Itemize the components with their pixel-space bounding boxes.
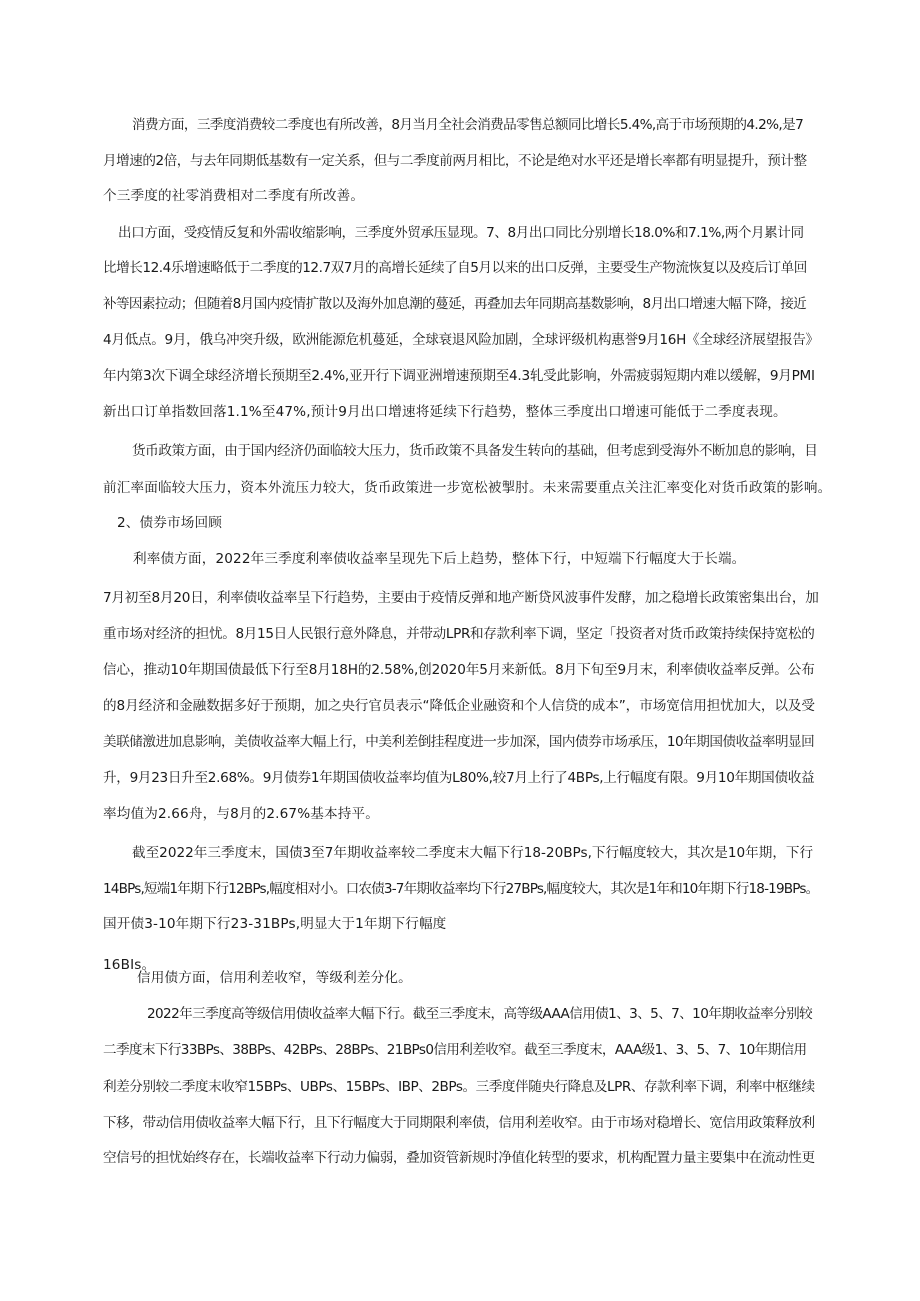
text-line: 月增速的2倍，与去年同期低基数有一定关系，但与二季度前两月相比，不论是绝对水平还是增长率都有明显提升，预计整 — [103, 153, 807, 169]
text-line: 利率债方面，2022年三季度利率债收益率呈现先下后上趋势，整体下行，中短端下行幅度大于长端。 — [133, 551, 746, 567]
text-line: 消费方面，三季度消费较二季度也有所改善，8月当月全社会消费品零售总额同比增长5.4%,高于市场预期的4.2%,是7 — [132, 117, 804, 133]
text-line: 率均值为2.66舟，与8月的2.67%基本持平。 — [103, 806, 380, 822]
text-line: 信用债方面，信用利差收窄，等级利差分化。 — [137, 970, 412, 986]
text-line: 出口方面，受疫情反复和外需收缩影响，三季度外贸承压显现。7、8月出口同比分别增长18.0%和7.1%,两个月累计同 — [118, 225, 804, 241]
text-line: 美联储激进加息影响，美债收益率大幅上行，中美利差倒挂程度进一步加深，国内债券市场承压，10年期国债收益率明显回 — [103, 734, 815, 750]
text-line: 利差分别较二季度末收窄15BPs、UBPs、15BPs、IBP、2BPs。三季度伴随央行降息及LPR、存款利率下调，利率中枢继续 — [103, 1079, 815, 1095]
text-line: 二季度末下行33BPs、38BPs、42BPs、28BPs、21BPs0信用利差收窄。截至三季度末，AAA级1、3、5、7、10年期信用 — [103, 1042, 807, 1058]
section-heading: 2、债券市场回顾 — [117, 515, 223, 531]
text-line: 国开债3-10年期下行23-31BPs,明显大于1年期下行幅度 — [103, 916, 447, 932]
text-line: 的8月经济和金融数据多好于预期，加之央行官员表示“降低企业融资和个人信贷的成本”，市场宽信用担忧加大，以及受 — [103, 698, 815, 714]
text-line: 4月低点。9月，俄乌冲突升级，欧洲能源危机蔓延，全球衰退风险加剧，全球评级机构惠誉9月16H《全球经济展望报告》 — [103, 332, 819, 348]
text-line: 年内第3次下调全球经济增长预期至2.4%,亚开行下调亚洲增速预期至4.3轧受此影响，外需疲弱短期内难以缓解，9月PMI — [103, 368, 815, 384]
text-line: 16BIs。 — [103, 957, 156, 973]
text-line: 补等因素拉动；但随着8月国内疫情扩散以及海外加息潮的蔓延，再叠加去年同期高基数影响，8月出口增速大幅下降，接近 — [103, 296, 807, 312]
text-line: 下移，带动信用债收益率大幅下行，且下行幅度大于同期限利率债，信用利差收窄。由于市场对稳增长、宽信用政策释放利 — [103, 1115, 815, 1131]
text-line: 新出口订单指数回落1.1%至47%,预计9月出口增速将延续下行趋势，整体三季度出口增速可能低于二季度表现。 — [103, 404, 787, 420]
text-line: 升，9月23日升至2.68%。9月债券1年期国债收益率均值为L80%,较7月上行了4BPs,上行幅度有限。9月10年期国债收益 — [103, 770, 815, 786]
text-line: 2022年三季度高等级信用债收益率大幅下行。截至三季度末，高等级AAA信用债1、3、5、7、10年期收益率分别较 — [147, 1006, 813, 1022]
text-line: 重市场对经济的担忧。8月15日人民银行意外降息，并带动LPR和存款利率下调，坚定「投资者对货币政策持续保持宽松的 — [103, 626, 815, 642]
text-line: 截至2022年三季度末，国债3至7年期收益率较二季度末大幅下行18-20BPs,下行幅度较大，其次是10年期，下行 — [132, 845, 814, 861]
text-line: 货币政策方面，由于国内经济仍面临较大压力，货币政策不具备发生转向的基础，但考虑到受海外不断加息的影响，目 — [132, 443, 818, 459]
text-line: 7月初至8月20日，利率债收益率呈下行趋势，主要由于疫情反弹和地产断贷风波事件发酵，加之稳增长政策密集出台，加 — [103, 590, 819, 606]
text-line: 空信号的担忧始终存在，长端收益率下行动力偏弱，叠加资管新规时净值化转型的要求，机构配置力量主要集中在流动性更 — [103, 1150, 815, 1166]
text-line: 前汇率面临较大压力，资本外流压力较大，货币政策进一步宽松被掣肘。未来需要重点关注汇率变化对货币政策的影响。 — [103, 480, 832, 496]
text-line: 14BPs,短端1年期下行12BPs,幅度相对小。口农债3-7年期收益率均下行27BPs,幅度较大，其次是1年和10年期下行18-19BPs。 — [103, 881, 819, 897]
text-line: 个三季度的社零消费相对二季度有所改善。 — [103, 188, 365, 204]
text-line: 比增长12.4乐增速略低于二季度的12.7双7月的高增长延续了自5月以来的出口反弹，主要受生产物流恢复以及疫后订单回 — [103, 260, 807, 276]
text-line: 信心，推动10年期国债最低下行至8月18H的2.58%,创2020年5月来新低。8月下旬至9月末，利率债收益率反弹。公布 — [103, 662, 815, 678]
